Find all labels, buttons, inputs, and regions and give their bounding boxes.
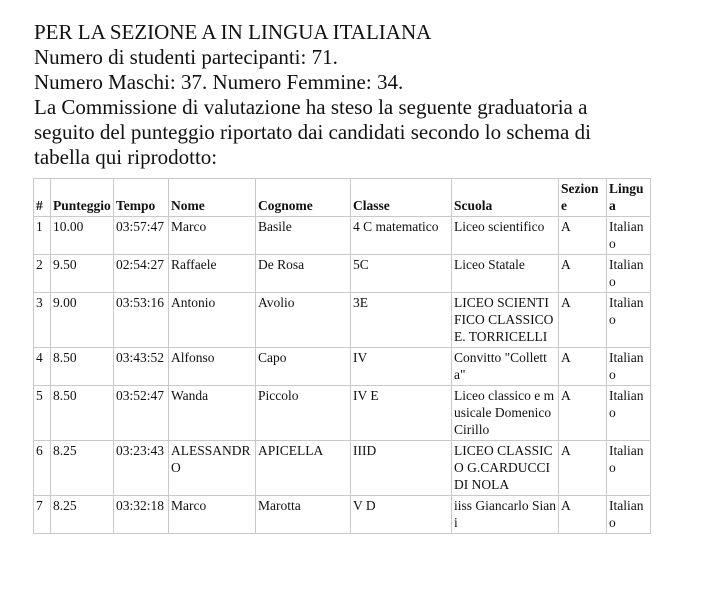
description-line-1: La Commissione di valutazione ha steso la seguente graduatoria a bbox=[34, 95, 588, 119]
cell-school: Liceo classico e musicale Domenico Cirillo bbox=[452, 386, 559, 441]
cell-first-name: Alfonso bbox=[169, 348, 256, 386]
table-row bbox=[34, 293, 651, 348]
cell-time: 03:43:52 bbox=[114, 348, 169, 386]
header-first-name: Nome bbox=[169, 179, 256, 217]
cell-score: 9.00 bbox=[51, 293, 114, 348]
header-score: Punteggio bbox=[51, 179, 114, 217]
cell-school: iiss Giancarlo Siani bbox=[452, 496, 559, 534]
header-section: Sezione bbox=[559, 179, 607, 217]
table-header-row bbox=[34, 179, 651, 217]
cell-section: A bbox=[559, 348, 607, 386]
cell-section: A bbox=[559, 386, 607, 441]
participants-count: Numero di studenti partecipanti: 71. bbox=[34, 45, 338, 69]
table-row bbox=[34, 255, 651, 293]
cell-class: 5C bbox=[351, 255, 452, 293]
cell-first-name: Marco bbox=[169, 496, 256, 534]
cell-score: 8.50 bbox=[51, 348, 114, 386]
header-language: Lingua bbox=[607, 179, 651, 217]
cell-section: A bbox=[559, 255, 607, 293]
intro-text bbox=[34, 20, 704, 170]
cell-index: 5 bbox=[34, 386, 51, 441]
cell-index: 4 bbox=[34, 348, 51, 386]
header-last-name: Cognome bbox=[256, 179, 351, 217]
table-row bbox=[34, 217, 651, 255]
cell-class: V D bbox=[351, 496, 452, 534]
cell-class: IIID bbox=[351, 441, 452, 496]
table-row bbox=[34, 386, 651, 441]
cell-last-name: Basile bbox=[256, 217, 351, 255]
cell-last-name: APICELLA bbox=[256, 441, 351, 496]
cell-school: Liceo Statale bbox=[452, 255, 559, 293]
cell-time: 02:54:27 bbox=[114, 255, 169, 293]
cell-first-name: ALESSANDRO bbox=[169, 441, 256, 496]
cell-last-name: Marotta bbox=[256, 496, 351, 534]
cell-school: LICEO CLASSICO G.CARDUCCI DI NOLA bbox=[452, 441, 559, 496]
cell-language: Italiano bbox=[607, 496, 651, 534]
header-time: Tempo bbox=[114, 179, 169, 217]
header-index: # bbox=[34, 179, 51, 217]
cell-first-name: Wanda bbox=[169, 386, 256, 441]
cell-index: 7 bbox=[34, 496, 51, 534]
table-row bbox=[34, 441, 651, 496]
cell-index: 3 bbox=[34, 293, 51, 348]
cell-time: 03:57:47 bbox=[114, 217, 169, 255]
cell-language: Italiano bbox=[607, 348, 651, 386]
cell-class: IV bbox=[351, 348, 452, 386]
cell-language: Italiano bbox=[607, 255, 651, 293]
cell-section: A bbox=[559, 496, 607, 534]
cell-score: 8.25 bbox=[51, 496, 114, 534]
cell-first-name: Marco bbox=[169, 217, 256, 255]
cell-score: 8.50 bbox=[51, 386, 114, 441]
gender-count: Numero Maschi: 37. Numero Femmine: 34. bbox=[34, 70, 404, 94]
cell-section: A bbox=[559, 217, 607, 255]
cell-time: 03:23:43 bbox=[114, 441, 169, 496]
cell-last-name: De Rosa bbox=[256, 255, 351, 293]
cell-index: 2 bbox=[34, 255, 51, 293]
cell-time: 03:52:47 bbox=[114, 386, 169, 441]
section-title: PER LA SEZIONE A IN LINGUA ITALIANA bbox=[34, 20, 432, 44]
cell-class: 4 C matematico bbox=[351, 217, 452, 255]
description-line-2: seguito del punteggio riportato dai candidati secondo lo schema di bbox=[34, 120, 591, 144]
cell-school: Convitto "Colletta" bbox=[452, 348, 559, 386]
cell-score: 8.25 bbox=[51, 441, 114, 496]
cell-last-name: Piccolo bbox=[256, 386, 351, 441]
header-class: Classe bbox=[351, 179, 452, 217]
cell-class: IV E bbox=[351, 386, 452, 441]
ranking-table bbox=[33, 178, 651, 534]
cell-school: Liceo scientifico bbox=[452, 217, 559, 255]
cell-language: Italiano bbox=[607, 441, 651, 496]
cell-class: 3E bbox=[351, 293, 452, 348]
cell-index: 1 bbox=[34, 217, 51, 255]
cell-score: 10.00 bbox=[51, 217, 114, 255]
cell-language: Italiano bbox=[607, 217, 651, 255]
description-line-3: tabella qui riprodotto: bbox=[34, 145, 218, 169]
table-row bbox=[34, 496, 651, 534]
cell-section: A bbox=[559, 293, 607, 348]
cell-section: A bbox=[559, 441, 607, 496]
cell-last-name: Avolio bbox=[256, 293, 351, 348]
cell-last-name: Capo bbox=[256, 348, 351, 386]
cell-language: Italiano bbox=[607, 293, 651, 348]
cell-language: Italiano bbox=[607, 386, 651, 441]
cell-score: 9.50 bbox=[51, 255, 114, 293]
cell-first-name: Antonio bbox=[169, 293, 256, 348]
cell-school: LICEO SCIENTIFICO CLASSICO E. TORRICELLI bbox=[452, 293, 559, 348]
cell-first-name: Raffaele bbox=[169, 255, 256, 293]
header-school: Scuola bbox=[452, 179, 559, 217]
table-row bbox=[34, 348, 651, 386]
cell-time: 03:32:18 bbox=[114, 496, 169, 534]
cell-time: 03:53:16 bbox=[114, 293, 169, 348]
cell-index: 6 bbox=[34, 441, 51, 496]
